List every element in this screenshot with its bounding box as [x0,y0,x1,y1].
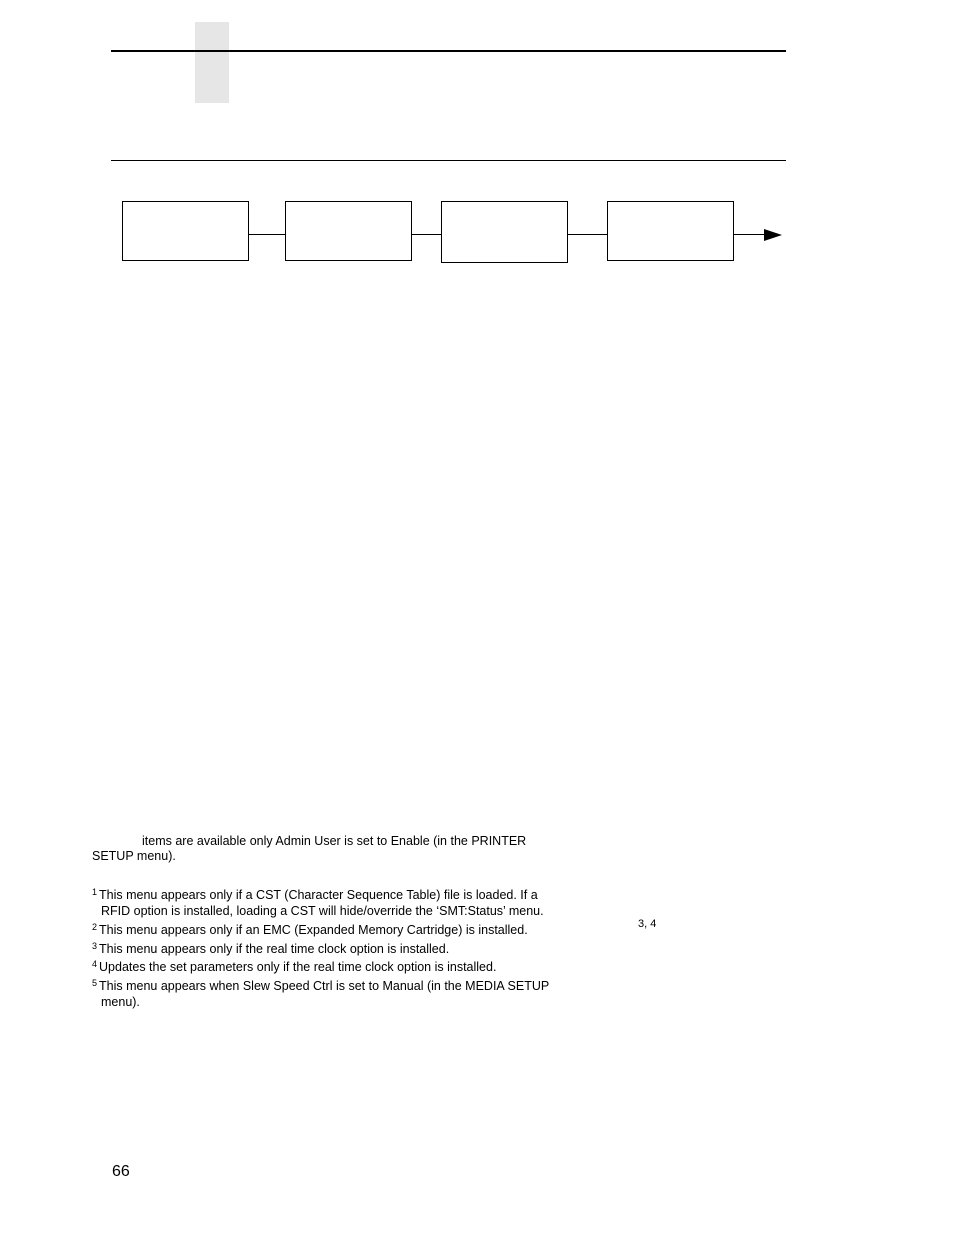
footnote-3-text: This menu appears only if the real time clock option is installed. [99,942,450,956]
header-rule [111,50,786,52]
arrow-line [734,234,766,235]
footnote-5 [92,978,572,1010]
footnote-4-text: Updates the set parameters only if the real time clock option is installed. [99,960,497,974]
connector-2 [412,234,441,235]
footnote-2 [92,922,572,938]
page-number: 66 [112,1163,130,1180]
footnote-5-number: 5 [92,978,98,988]
menu-box-1 [122,201,249,261]
footnote-5-text: This menu appears when Slew Speed Ctrl is set to Manual (in the MEDIA SETUP [99,979,550,993]
footnote-4-number: 4 [92,959,98,969]
admin-note-line2: SETUP menu). [92,849,176,863]
right-arrow-icon [764,229,782,241]
footnote-1 [92,887,572,919]
side-reference: 3, 4 [638,918,657,930]
footnote-3-number: 3 [92,941,98,951]
chapter-tab [195,22,229,103]
admin-note [92,834,572,864]
footnote-1-cont: RFID option is installed, loading a CST will hide/override the ‘SMT:Status’ menu. [101,904,544,918]
footnote-4 [92,959,572,975]
connector-1 [249,234,285,235]
footnote-2-number: 2 [92,922,98,932]
connector-3 [568,234,607,235]
section-rule [111,160,786,161]
footnote-3 [92,941,572,957]
menu-box-3 [441,201,568,263]
menu-box-2 [285,201,412,261]
footnote-2-text: This menu appears only if an EMC (Expanded Memory Cartridge) is installed. [99,923,528,937]
footnote-5-cont: menu). [101,995,140,1009]
menu-box-4 [607,201,734,261]
footnote-1-number: 1 [92,887,98,897]
admin-note-line1: items are available only Admin User is set to Enable (in the PRINTER [142,834,527,848]
footnote-1-text: This menu appears only if a CST (Character Sequence Table) file is loaded. If a [99,888,538,902]
